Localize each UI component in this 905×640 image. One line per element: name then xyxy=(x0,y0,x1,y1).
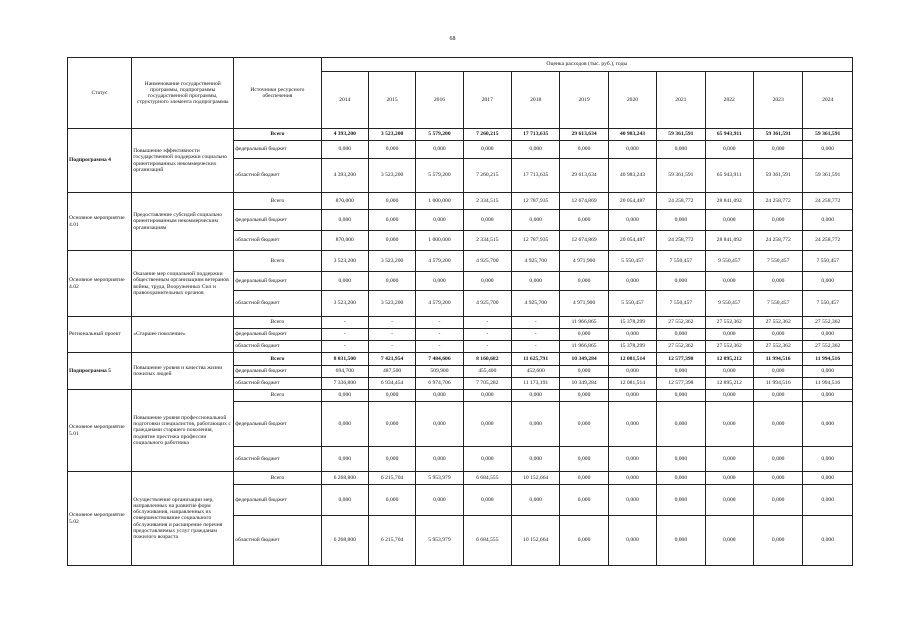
value-cell: 0,000 xyxy=(512,390,560,402)
value-cell: 0,000 xyxy=(512,141,560,159)
header-name: Наименование государственной программы, подпрограммы государственной программы, структурного элемента подпрограммы xyxy=(132,58,234,129)
value-cell: 0,000 xyxy=(416,485,463,516)
table-row xyxy=(68,317,853,329)
source-cell: федеральный бюджет xyxy=(234,210,321,231)
value-cell: 11 994,516 xyxy=(753,378,802,390)
value-cell: 0,000 xyxy=(608,366,656,378)
value-cell: 0,000 xyxy=(803,472,853,485)
value-cell: 0,000 xyxy=(416,402,463,447)
value-cell: 0,000 xyxy=(608,141,656,159)
value-cell: 0,000 xyxy=(321,485,368,516)
value-cell: 0,000 xyxy=(705,329,753,341)
value-cell: 0,000 xyxy=(512,210,560,231)
value-cell: 28 841,092 xyxy=(705,193,753,210)
value-cell: 0,000 xyxy=(368,390,415,402)
value-cell: 0,000 xyxy=(705,402,753,447)
value-cell: 0,000 xyxy=(463,390,511,402)
value-cell: 59 361,591 xyxy=(657,129,705,141)
status-cell: Подпрограмма 4 xyxy=(68,129,132,193)
value-cell: 0,000 xyxy=(608,272,656,291)
value-cell: 0,000 xyxy=(560,366,608,378)
value-cell: 0,000 xyxy=(657,447,705,472)
value-cell: 27 552,362 xyxy=(657,341,705,353)
value-cell: 0,000 xyxy=(321,447,368,472)
value-cell: 27 552,362 xyxy=(753,341,802,353)
value-cell: 5 550,457 xyxy=(608,291,656,317)
value-cell: 0,000 xyxy=(608,516,656,566)
value-cell: 0,000 xyxy=(705,472,753,485)
value-cell: 0,000 xyxy=(705,141,753,159)
value-cell: 0,000 xyxy=(321,141,368,159)
value-cell: 11 994,516 xyxy=(803,378,853,390)
value-cell: 0,000 xyxy=(753,402,802,447)
status-cell: Подпрограмма 5 xyxy=(68,353,132,390)
value-cell: 0,000 xyxy=(608,485,656,516)
value-cell: 17 713,635 xyxy=(512,129,560,141)
value-cell: 0,000 xyxy=(512,485,560,516)
value-cell: 0,000 xyxy=(368,447,415,472)
value-cell: 0,000 xyxy=(608,210,656,231)
value-cell: 4 393,200 xyxy=(321,159,368,193)
value-cell: 0,000 xyxy=(368,231,415,251)
name-cell: Оказание мер социальной поддержки общественным организациям ветеранов войны, труда, Вооруженных Сил и правоохранительных органов xyxy=(132,251,234,317)
value-cell: 0,000 xyxy=(803,402,853,447)
value-cell: 7 550,457 xyxy=(657,251,705,272)
value-cell: 0,000 xyxy=(560,516,608,566)
value-cell: 0,000 xyxy=(753,516,802,566)
name-cell: Осуществление организации мер, направленных на развитие форм обслуживания, направленных их совершенствование социального обслуживания и расширение перечня предоставляемых услуг гражданам пожилого возраста xyxy=(132,472,234,566)
value-cell: 0,000 xyxy=(608,329,656,341)
value-cell: 6 684,555 xyxy=(463,516,511,566)
value-cell: 0,000 xyxy=(560,329,608,341)
value-cell: 40 983,243 xyxy=(608,159,656,193)
value-cell: 5 953,979 xyxy=(416,472,463,485)
value-cell: 0,000 xyxy=(416,390,463,402)
value-cell: 870,000 xyxy=(321,193,368,210)
value-cell: - xyxy=(416,341,463,353)
value-cell: 11 994,516 xyxy=(753,353,802,366)
value-cell: 0,000 xyxy=(705,447,753,472)
value-cell: 3 523,200 xyxy=(368,159,415,193)
value-cell: 9 550,457 xyxy=(705,251,753,272)
value-cell: 9 550,457 xyxy=(705,291,753,317)
value-cell: 0,000 xyxy=(560,141,608,159)
source-cell: областной бюджет xyxy=(234,159,321,193)
value-cell: 0,000 xyxy=(657,516,705,566)
value-cell: 24 258,772 xyxy=(803,231,853,251)
value-cell: 15 378,299 xyxy=(608,317,656,329)
source-cell: федеральный бюджет xyxy=(234,402,321,447)
value-cell: 7 421,954 xyxy=(368,353,415,366)
header-year: 2015 xyxy=(368,72,415,129)
value-cell: - xyxy=(512,317,560,329)
value-cell: 0,000 xyxy=(560,210,608,231)
value-cell: 6 934,454 xyxy=(368,378,415,390)
header-year: 2024 xyxy=(803,72,853,129)
value-cell: 0,000 xyxy=(560,472,608,485)
value-cell: 11 994,516 xyxy=(803,353,853,366)
value-cell: - xyxy=(463,317,511,329)
value-cell: 0,000 xyxy=(803,272,853,291)
value-cell: 8 160,682 xyxy=(463,353,511,366)
value-cell: 4 925,700 xyxy=(512,251,560,272)
status-cell: Основное мероприятие 4.02 xyxy=(68,251,132,317)
value-cell: 12 674,869 xyxy=(560,193,608,210)
header-year: 2020 xyxy=(608,72,656,129)
value-cell: 0,000 xyxy=(321,272,368,291)
source-cell: областной бюджет xyxy=(234,516,321,566)
header-year: 2017 xyxy=(463,72,511,129)
page-number: 68 xyxy=(449,36,456,42)
source-cell: Всего xyxy=(234,129,321,141)
value-cell: - xyxy=(512,341,560,353)
value-cell: 0,000 xyxy=(416,210,463,231)
value-cell: 455,400 xyxy=(463,366,511,378)
source-cell: Всего xyxy=(234,193,321,210)
value-cell: 870,000 xyxy=(321,231,368,251)
value-cell: 0,000 xyxy=(803,390,853,402)
value-cell: 4 971,900 xyxy=(560,291,608,317)
value-cell: 12 577,398 xyxy=(657,378,705,390)
source-cell: федеральный бюджет xyxy=(234,272,321,291)
value-cell: 59 361,591 xyxy=(803,159,853,193)
value-cell: 509,900 xyxy=(416,366,463,378)
value-cell: 29 613,634 xyxy=(560,159,608,193)
source-cell: Всего xyxy=(234,251,321,272)
value-cell: 0,000 xyxy=(705,366,753,378)
value-cell: 0,000 xyxy=(463,447,511,472)
value-cell: - xyxy=(321,317,368,329)
value-cell: 2 334,515 xyxy=(463,193,511,210)
value-cell: 27 552,362 xyxy=(803,341,853,353)
value-cell: 7 550,457 xyxy=(803,291,853,317)
value-cell: 12 081,514 xyxy=(608,353,656,366)
value-cell: 10 349,284 xyxy=(560,353,608,366)
value-cell: 27 552,362 xyxy=(803,317,853,329)
value-cell: 15 378,299 xyxy=(608,341,656,353)
value-cell: 3 523,200 xyxy=(321,251,368,272)
header-status: Статус xyxy=(68,58,132,129)
value-cell: 59 361,591 xyxy=(753,159,802,193)
value-cell: 8 031,500 xyxy=(321,353,368,366)
value-cell: 10 349,284 xyxy=(560,378,608,390)
value-cell: 0,000 xyxy=(753,210,802,231)
value-cell: 6 215,704 xyxy=(368,516,415,566)
source-cell: Всего xyxy=(234,390,321,402)
value-cell: - xyxy=(368,341,415,353)
value-cell: 0,000 xyxy=(657,329,705,341)
value-cell: 0,000 xyxy=(705,516,753,566)
value-cell: 7 260,215 xyxy=(463,129,511,141)
value-cell: 5 579,200 xyxy=(416,129,463,141)
header-year: 2022 xyxy=(705,72,753,129)
value-cell: 0,000 xyxy=(512,402,560,447)
value-cell: 12 895,212 xyxy=(705,378,753,390)
value-cell: - xyxy=(416,317,463,329)
value-cell: 11 173,191 xyxy=(512,378,560,390)
source-cell: Всего xyxy=(234,317,321,329)
value-cell: 0,000 xyxy=(463,485,511,516)
value-cell: 12 787,935 xyxy=(512,231,560,251)
value-cell: 27 552,362 xyxy=(753,317,802,329)
value-cell: 3 523,200 xyxy=(321,291,368,317)
value-cell: 6 268,800 xyxy=(321,516,368,566)
value-cell: 4 925,700 xyxy=(512,291,560,317)
value-cell: 0,000 xyxy=(705,390,753,402)
value-cell: 4 579,200 xyxy=(416,251,463,272)
value-cell: 0,000 xyxy=(803,485,853,516)
value-cell: 0,000 xyxy=(753,447,802,472)
value-cell: 0,000 xyxy=(753,390,802,402)
value-cell: 487,500 xyxy=(368,366,415,378)
value-cell: 6 684,555 xyxy=(463,472,511,485)
value-cell: - xyxy=(463,329,511,341)
source-cell: областной бюджет xyxy=(234,291,321,317)
value-cell: 20 054,487 xyxy=(608,231,656,251)
value-cell: 27 552,362 xyxy=(705,317,753,329)
value-cell: 5 579,200 xyxy=(416,159,463,193)
value-cell: 0,000 xyxy=(368,210,415,231)
value-cell: 7 550,457 xyxy=(753,251,802,272)
value-cell: 24 258,772 xyxy=(753,193,802,210)
value-cell: 0,000 xyxy=(803,366,853,378)
value-cell: 27 552,362 xyxy=(705,341,753,353)
source-cell: областной бюджет xyxy=(234,447,321,472)
value-cell: 0,000 xyxy=(368,141,415,159)
value-cell: 0,000 xyxy=(608,402,656,447)
source-cell: федеральный бюджет xyxy=(234,329,321,341)
source-cell: федеральный бюджет xyxy=(234,366,321,378)
value-cell: 0,000 xyxy=(705,485,753,516)
value-cell: 5 550,457 xyxy=(608,251,656,272)
value-cell: 0,000 xyxy=(803,141,853,159)
value-cell: 0,000 xyxy=(657,472,705,485)
value-cell: 10 152,664 xyxy=(512,516,560,566)
value-cell: 0,000 xyxy=(608,390,656,402)
status-cell: Основное мероприятие 5.02 xyxy=(68,472,132,566)
value-cell: 0,000 xyxy=(753,141,802,159)
value-cell: 0,000 xyxy=(705,272,753,291)
value-cell: - xyxy=(321,341,368,353)
value-cell: 6 215,704 xyxy=(368,472,415,485)
value-cell: 0,000 xyxy=(463,402,511,447)
value-cell: 0,000 xyxy=(753,272,802,291)
value-cell: 0,000 xyxy=(705,210,753,231)
value-cell: 17 713,635 xyxy=(512,159,560,193)
value-cell: 0,000 xyxy=(560,272,608,291)
value-cell: 0,000 xyxy=(608,472,656,485)
value-cell: 0,000 xyxy=(657,390,705,402)
value-cell: 0,000 xyxy=(463,272,511,291)
status-cell: Основное мероприятие 5.01 xyxy=(68,390,132,472)
value-cell: 0,000 xyxy=(463,210,511,231)
value-cell: 0,000 xyxy=(560,447,608,472)
value-cell: 11 625,791 xyxy=(512,353,560,366)
source-cell: федеральный бюджет xyxy=(234,141,321,159)
value-cell: 0,000 xyxy=(512,272,560,291)
value-cell: 28 841,092 xyxy=(705,231,753,251)
source-cell: областной бюджет xyxy=(234,378,321,390)
value-cell: 0,000 xyxy=(368,485,415,516)
value-cell: 65 943,911 xyxy=(705,159,753,193)
value-cell: 0,000 xyxy=(321,402,368,447)
value-cell: 0,000 xyxy=(753,472,802,485)
value-cell: 7 484,606 xyxy=(416,353,463,366)
value-cell: 0,000 xyxy=(657,366,705,378)
header-sources: Источники ресурсного обеспечения xyxy=(234,58,321,129)
table-row xyxy=(68,390,853,402)
header-estimate: Оценка расходов (тыс. руб.), годы xyxy=(321,58,852,72)
value-cell: - xyxy=(321,329,368,341)
value-cell: 7 550,457 xyxy=(803,251,853,272)
header-year: 2021 xyxy=(657,72,705,129)
name-cell: Предоставление субсидий социально ориентированным некоммерческим организациям xyxy=(132,193,234,251)
name-cell: Повышение эффективности государственной поддержки социально ориентированных некоммерческих организаций xyxy=(132,129,234,193)
value-cell: 12 577,398 xyxy=(657,353,705,366)
table-row xyxy=(68,353,853,366)
value-cell: 4 579,200 xyxy=(416,291,463,317)
value-cell: 10 152,664 xyxy=(512,472,560,485)
value-cell: 12 674,869 xyxy=(560,231,608,251)
value-cell: 59 361,591 xyxy=(803,129,853,141)
value-cell: 0,000 xyxy=(753,366,802,378)
status-cell: Основное мероприятие 4.01 xyxy=(68,193,132,251)
value-cell: 0,000 xyxy=(657,402,705,447)
table-header xyxy=(68,58,853,129)
value-cell: - xyxy=(463,341,511,353)
value-cell: 6 268,800 xyxy=(321,472,368,485)
value-cell: 20 054,487 xyxy=(608,193,656,210)
value-cell: 11 966,865 xyxy=(560,341,608,353)
value-cell: 0,000 xyxy=(753,329,802,341)
value-cell: - xyxy=(368,317,415,329)
value-cell: 59 361,591 xyxy=(753,129,802,141)
value-cell: 24 258,772 xyxy=(657,193,705,210)
value-cell: 0,000 xyxy=(560,402,608,447)
value-cell: 0,000 xyxy=(416,272,463,291)
value-cell: 452,600 xyxy=(512,366,560,378)
source-cell: Всего xyxy=(234,472,321,485)
value-cell: 65 943,911 xyxy=(705,129,753,141)
value-cell: 0,000 xyxy=(512,447,560,472)
value-cell: 0,000 xyxy=(560,390,608,402)
source-cell: областной бюджет xyxy=(234,231,321,251)
header-year: 2016 xyxy=(416,72,463,129)
value-cell: 0,000 xyxy=(321,390,368,402)
value-cell: 0,000 xyxy=(416,141,463,159)
value-cell: 40 983,243 xyxy=(608,129,656,141)
value-cell: 0,000 xyxy=(753,485,802,516)
value-cell: 0,000 xyxy=(463,141,511,159)
value-cell: 1 000,000 xyxy=(416,231,463,251)
value-cell: 6 974,706 xyxy=(416,378,463,390)
value-cell: 0,000 xyxy=(803,516,853,566)
table-row xyxy=(68,129,853,141)
value-cell: 1 000,000 xyxy=(416,193,463,210)
value-cell: 0,000 xyxy=(803,329,853,341)
value-cell: 29 613,634 xyxy=(560,129,608,141)
value-cell: 0,000 xyxy=(368,193,415,210)
name-cell: Повышение уровня и качества жизни пожилых людей xyxy=(132,353,234,390)
value-cell: - xyxy=(512,329,560,341)
value-cell: 12 081,514 xyxy=(608,378,656,390)
header-year: 2014 xyxy=(321,72,368,129)
value-cell: - xyxy=(368,329,415,341)
status-cell: Региональный проект xyxy=(68,317,132,353)
value-cell: 11 966,865 xyxy=(560,317,608,329)
value-cell: 0,000 xyxy=(803,447,853,472)
source-cell: областной бюджет xyxy=(234,341,321,353)
value-cell: 0,000 xyxy=(321,210,368,231)
budget-table xyxy=(67,57,853,566)
value-cell: 5 953,979 xyxy=(416,516,463,566)
value-cell: 4 925,700 xyxy=(463,251,511,272)
value-cell: 4 393,200 xyxy=(321,129,368,141)
value-cell: 0,000 xyxy=(608,447,656,472)
value-cell: 0,000 xyxy=(657,485,705,516)
table-row xyxy=(68,193,853,210)
value-cell: 4 925,700 xyxy=(463,291,511,317)
name-cell: «Старшее поколение» xyxy=(132,317,234,353)
value-cell: 24 258,772 xyxy=(803,193,853,210)
value-cell: 4 971,900 xyxy=(560,251,608,272)
value-cell: 12 895,212 xyxy=(705,353,753,366)
value-cell: 0,000 xyxy=(657,141,705,159)
name-cell: Повышение уровня профессиональной подготовки специалистов, работающих с гражданами старшего поколения, поднятие престижа профессии социального работника xyxy=(132,390,234,472)
source-cell: Всего xyxy=(234,353,321,366)
value-cell: 7 550,457 xyxy=(657,291,705,317)
value-cell: 7 260,215 xyxy=(463,159,511,193)
value-cell: 3 523,200 xyxy=(368,129,415,141)
value-cell: 3 523,200 xyxy=(368,251,415,272)
value-cell: 694,700 xyxy=(321,366,368,378)
value-cell: 3 523,200 xyxy=(368,291,415,317)
table-row xyxy=(68,251,853,272)
header-year: 2019 xyxy=(560,72,608,129)
table-row xyxy=(68,472,853,485)
source-cell: федеральный бюджет xyxy=(234,485,321,516)
value-cell: 24 258,772 xyxy=(753,231,802,251)
value-cell: 0,000 xyxy=(416,447,463,472)
value-cell: 59 361,591 xyxy=(657,159,705,193)
value-cell: 0,000 xyxy=(368,402,415,447)
value-cell: - xyxy=(416,329,463,341)
value-cell: 24 258,772 xyxy=(657,231,705,251)
value-cell: 0,000 xyxy=(657,272,705,291)
table-body xyxy=(68,129,853,566)
value-cell: 27 552,362 xyxy=(657,317,705,329)
value-cell: 0,000 xyxy=(657,210,705,231)
value-cell: 0,000 xyxy=(560,485,608,516)
value-cell: 2 334,515 xyxy=(463,231,511,251)
value-cell: 12 787,935 xyxy=(512,193,560,210)
value-cell: 0,000 xyxy=(803,210,853,231)
value-cell: 7 336,800 xyxy=(321,378,368,390)
value-cell: 7 705,282 xyxy=(463,378,511,390)
value-cell: 0,000 xyxy=(368,272,415,291)
header-year: 2023 xyxy=(753,72,802,129)
value-cell: 7 550,457 xyxy=(753,291,802,317)
header-year: 2018 xyxy=(512,72,560,129)
